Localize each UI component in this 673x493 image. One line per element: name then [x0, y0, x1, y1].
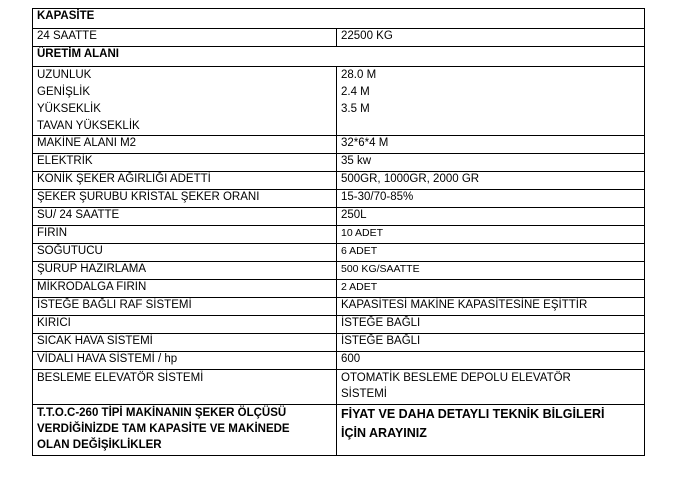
- dimensions-labels: [33, 67, 337, 136]
- table-row: [33, 172, 645, 190]
- row-value: İSTEĞE BAĞLI: [337, 334, 645, 352]
- width-value: 2.4 M: [341, 86, 370, 98]
- row-value: İSTEĞE BAĞLI: [337, 316, 645, 334]
- row-value: 15-30/70-85%: [337, 190, 645, 208]
- row-value: 2 ADET: [337, 280, 645, 298]
- capacity-header: KAPASİTE: [33, 9, 645, 29]
- ceiling-height-value: [341, 118, 640, 135]
- feeder-label-text: BESLEME ELEVATÖR SİSTEMİ: [37, 372, 204, 384]
- table-row: [33, 154, 645, 172]
- footer-contact-line1: FİYAT VE DAHA DETAYLI TEKNİK BİLGİLERİ: [341, 407, 605, 421]
- footer-note-line1: T.T.O.C-260 TİPİ MAKİNANIN ŞEKER ÖLÇÜSÜ: [37, 407, 287, 419]
- footer-contact-line2: İÇİN ARAYINIZ: [341, 426, 427, 440]
- spec-table: [32, 8, 645, 456]
- height-value: 3.5 M: [341, 103, 370, 115]
- footer-note: [33, 405, 337, 456]
- table-row: [33, 244, 645, 262]
- production-header: ÜRETİM ALANI: [33, 47, 645, 67]
- row-label: SU/ 24 SAATTE: [33, 208, 337, 226]
- row-label: ŞEKER ŞURUBU KRİSTAL ŞEKER ORANI: [33, 190, 337, 208]
- ceiling-height-label: TAVAN YÜKSEKLİK: [37, 120, 140, 132]
- capacity-header-row: [33, 9, 645, 29]
- table-row: [33, 352, 645, 370]
- table-row: [33, 226, 645, 244]
- table-row: [33, 280, 645, 298]
- row-value: 10 ADET: [337, 226, 645, 244]
- row-label: VİDALI HAVA SİSTEMİ / hp: [33, 352, 337, 370]
- feeder-value-line2: SİSTEMİ: [341, 388, 388, 400]
- row-label: FIRIN: [33, 226, 337, 244]
- feeder-label: [33, 370, 337, 405]
- row-value: 500GR, 1000GR, 2000 GR: [337, 172, 645, 190]
- length-value: 28.0 M: [341, 69, 377, 81]
- table-row: [33, 316, 645, 334]
- dimensions-values: [337, 67, 645, 136]
- width-label: GENİŞLİK: [37, 86, 91, 98]
- row-label: ELEKTRİK: [33, 154, 337, 172]
- feeder-value: [337, 370, 645, 405]
- table-row: [33, 136, 645, 154]
- footer-note-line2: VERDİĞİNİZDE TAM KAPASİTE VE MAKİNEDE: [37, 423, 290, 435]
- row-value: 35 kw: [337, 154, 645, 172]
- feeder-row: [33, 370, 645, 405]
- table-row: [33, 208, 645, 226]
- footer-note-line3: OLAN DEĞİŞİKLİKLER: [37, 439, 162, 451]
- row-value: 32*6*4 M: [337, 136, 645, 154]
- row-value: KAPASİTESİ MAKİNE KAPASİTESİNE EŞİTTİR: [337, 298, 645, 316]
- feeder-value-line1: OTOMATİK BESLEME DEPOLU ELEVATÖR: [341, 372, 571, 384]
- capacity-row: [33, 29, 645, 47]
- row-label: KIRICI: [33, 316, 337, 334]
- row-label: KONİK ŞEKER AĞIRLIĞI ADETTİ: [33, 172, 337, 190]
- table-row: [33, 334, 645, 352]
- row-label: ŞURUP HAZIRLAMA: [33, 262, 337, 280]
- table-row: [33, 298, 645, 316]
- length-label: UZUNLUK: [37, 69, 92, 81]
- production-header-row: [33, 47, 645, 67]
- row-label: İSTEĞE BAĞLI RAF SİSTEMİ: [33, 298, 337, 316]
- row-value: 600: [337, 352, 645, 370]
- dimensions-row: [33, 67, 645, 136]
- footer-contact: [337, 405, 645, 456]
- row-label: SOĞUTUCU: [33, 244, 337, 262]
- table-row: [33, 262, 645, 280]
- capacity-value: 22500 KG: [337, 29, 645, 47]
- footer-row: [33, 405, 645, 456]
- row-label: SICAK HAVA SİSTEMİ: [33, 334, 337, 352]
- height-label: YÜKSEKLİK: [37, 103, 101, 115]
- row-value: 250L: [337, 208, 645, 226]
- capacity-label: 24 SAATTE: [33, 29, 337, 47]
- row-value: 500 KG/SAATTE: [337, 262, 645, 280]
- row-label: MAKİNE ALANI M2: [33, 136, 337, 154]
- row-label: MİKRODALGA FIRIN: [33, 280, 337, 298]
- table-row: [33, 190, 645, 208]
- row-value: 6 ADET: [337, 244, 645, 262]
